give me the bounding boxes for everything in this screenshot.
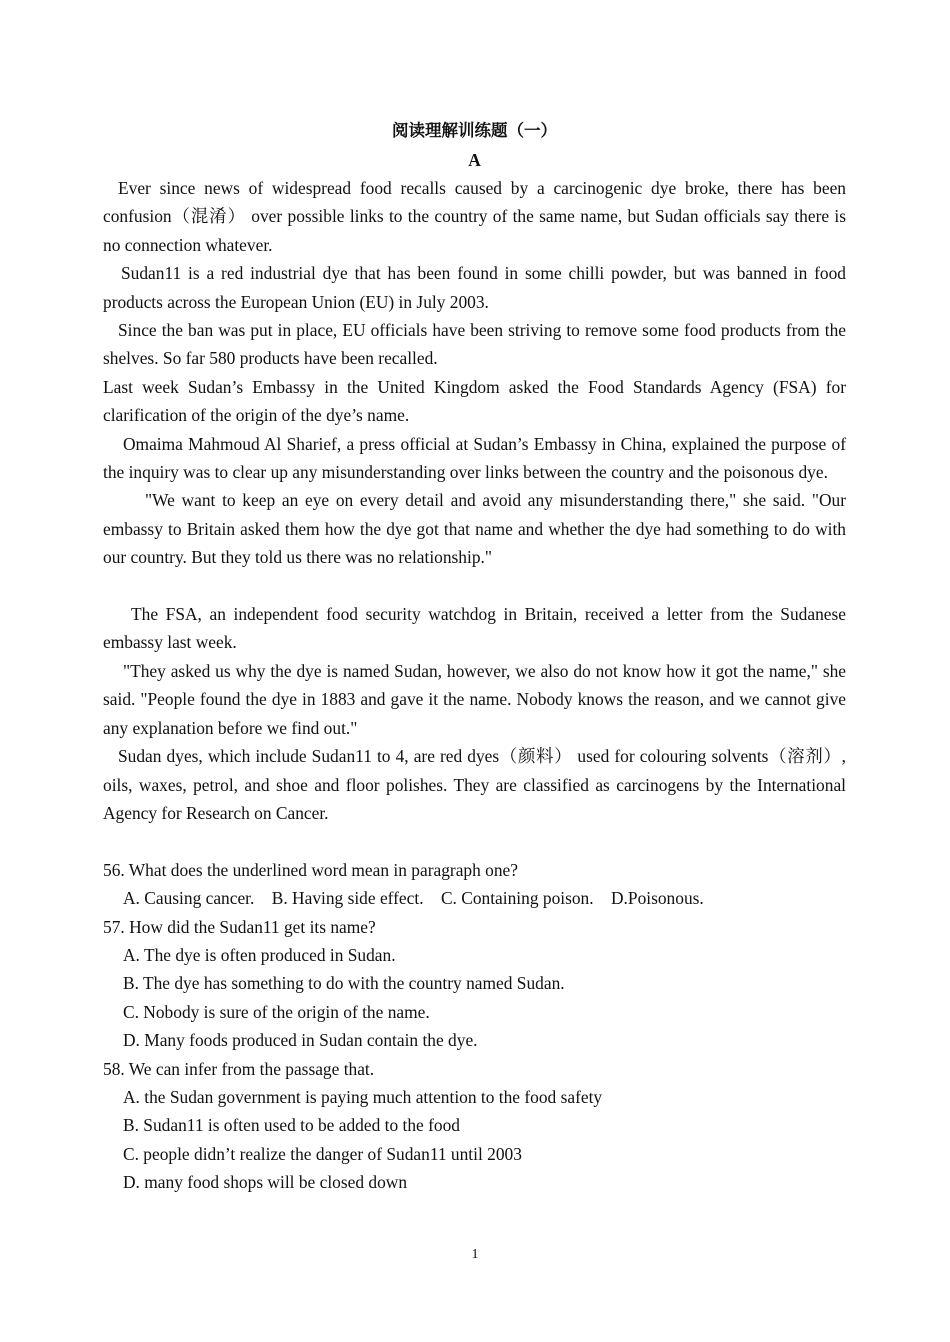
document-page <box>103 116 846 1197</box>
option-d: D. Many foods produced in Sudan contain the dye. <box>123 1030 478 1051</box>
passage-paragraph-7: The FSA, an independent food security watchdog in Britain, received a letter from the Sudanese embassy last week. <box>103 604 846 653</box>
option-a: A. The dye is often produced in Sudan. <box>123 944 396 965</box>
question-57 <box>103 913 846 1055</box>
option-d: D. many food shops will be closed down <box>123 1172 408 1193</box>
page-number: 1 <box>471 1247 479 1262</box>
option-c: C. Nobody is sure of the origin of the name. <box>123 1001 430 1022</box>
option-c: C. people didn’t realize the danger of Sudan11 until 2003 <box>123 1143 522 1164</box>
passage-paragraph-9: Sudan dyes, which include Sudan11 to 4, are red dyes（颜料） used for colouring solvents（溶剂）, oils, waxes, petrol, and shoe and floor polishes. They are classified as carcinogens by the International Agency for Research on Cancer. <box>103 746 846 823</box>
page-title: 阅读理解训练题（一） <box>392 121 557 140</box>
passage-paragraph-4: Last week Sudan’s Embassy in the United Kingdom asked the Food Standards Agency (FSA) for clarification of the origin of the dye’s name. <box>103 376 846 426</box>
question-stem: 57. How did the Sudan11 get its name? <box>103 916 376 937</box>
option-b: B. The dye has something to do with the country named Sudan. <box>123 973 565 994</box>
passage-paragraph-2: Sudan11 is a red industrial dye that has been found in some chilli powder, but was banned in food products across the European Union (EU) in July 2003. <box>103 263 846 312</box>
option-a: A. the Sudan government is paying much attention to the food safety <box>123 1086 603 1107</box>
section-label: A <box>468 150 481 170</box>
question-56 <box>103 856 846 913</box>
option-b: B. Sudan11 is often used to be added to the food <box>123 1115 460 1136</box>
question-options: A. Causing cancer. B. Having side effect. C. Containing poison. D.Poisonous. <box>123 888 704 909</box>
passage-paragraph-1: Ever since news of widespread food recalls caused by a carcinogenic dye broke, there has been confusion（混淆） over possible links to the country of the same name, but Sudan officials say there is no connection whatever. <box>103 178 846 255</box>
question-stem: 58. We can infer from the passage that. <box>103 1058 375 1079</box>
paragraph-spacer <box>103 572 846 600</box>
question-58 <box>103 1055 846 1197</box>
passage-paragraph-3: Since the ban was put in place, EU officials have been striving to remove some food products from the shelves. So far 580 products have been recalled. <box>103 320 846 369</box>
passage-paragraph-6: "We want to keep an eye on every detail and avoid any misunderstanding there," she said. "Our embassy to Britain asked them how the dye got that name and whether the dye had something to do with our country. But they told us there was no relationship." <box>103 490 846 568</box>
paragraph-spacer <box>103 827 846 855</box>
passage-paragraph-5: Omaima Mahmoud Al Sharief, a press official at Sudan’s Embassy in China, explained the purpose of the inquiry was to clear up any misunderstanding over links between the country and the poisonous dye. <box>103 433 846 483</box>
passage-paragraph-8: "They asked us why the dye is named Sudan, however, we also do not know how it got the name," she said. "People found the dye in 1883 and gave it the name. Nobody knows the reason, and we cannot give any explanation before we find out." <box>103 660 846 738</box>
question-stem: 56. What does the underlined word mean in paragraph one? <box>103 859 518 880</box>
